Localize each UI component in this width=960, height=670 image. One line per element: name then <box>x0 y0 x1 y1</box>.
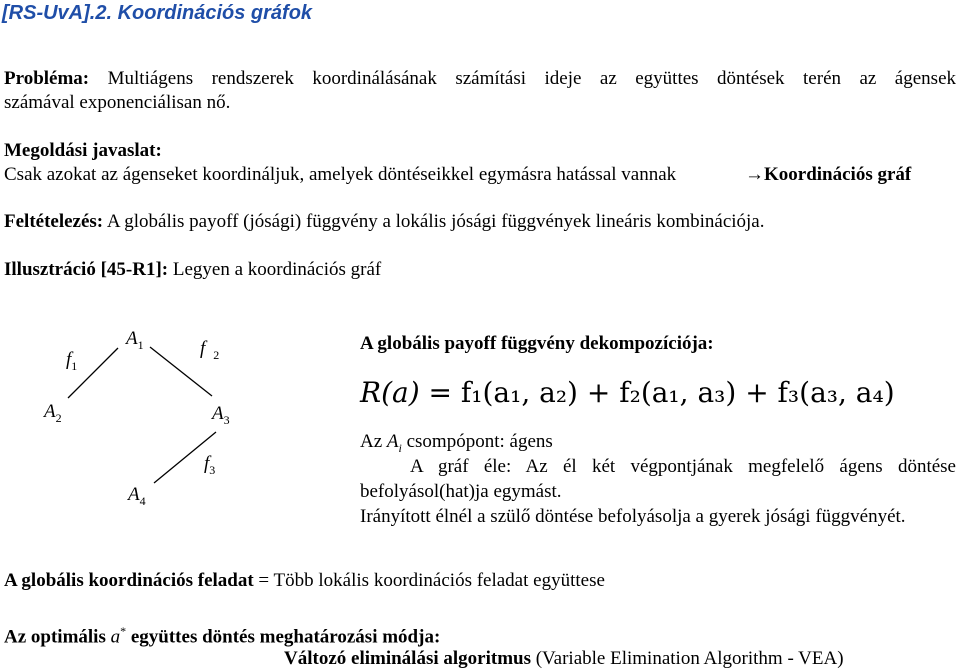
algorithm-line <box>284 648 844 670</box>
problem-text: Multiágens rendszerek koordinálásának számítási ideje az együttes döntések terén az ágensek <box>107 68 957 89</box>
formula-lhs: R(a) <box>360 376 420 409</box>
assumption-text: A globális payoff (jósági) függvény a lokális jósági függvények lineáris kombinációja. <box>106 211 765 232</box>
node-a3: $A_3$ <box>212 403 230 427</box>
node-a4: $A_4$ <box>128 484 146 508</box>
edge-label-f2: f $_2$ <box>200 338 220 362</box>
edge-label-f3: $f_3$ <box>204 453 216 477</box>
assumption-label: Feltételezés: <box>4 211 104 232</box>
algorithm-label: Változó eliminálási algoritmus <box>284 648 531 669</box>
node-a1: $A_1$ <box>126 328 144 352</box>
algorithm-text: (Variable Elimination Algorithm - VEA) <box>535 648 844 669</box>
problem-label: Probléma: <box>4 68 90 89</box>
illustration-label: Illusztráció [45-R1]: <box>4 259 169 280</box>
formula-rhs: = f₁(a₁, a₂) + f₂(a₁, a₃) + f₃(a₃, a₄) <box>428 376 895 409</box>
global-task-label: A globális koordinációs feladat <box>4 570 254 591</box>
page-title: [RS-UvA].2. Koordinációs gráfok <box>2 2 313 24</box>
node-definition: Az $A_i$ csompópont: ágens <box>360 431 553 455</box>
optimal-line <box>4 624 440 648</box>
solution-result-label: Koordinációs gráf <box>764 164 912 185</box>
optimal-var: a <box>110 626 121 648</box>
optimal-label-1: Az optimális <box>4 626 106 648</box>
optimal-star: * <box>120 624 127 638</box>
optimal-label-2: együttes döntés meghatározási módja: <box>130 626 441 648</box>
problem-line-2: számával exponenciálisan nő. <box>4 92 231 113</box>
decomposition-heading: A globális payoff függvény dekompozíciója: <box>360 333 714 354</box>
node-a2: $A_2$ <box>44 401 62 425</box>
directed-edge-definition: Irányított élnél a szülő döntése befolyásolja a gyerek jósági függvényét. <box>360 506 906 527</box>
global-task-text: = Több lokális koordinációs feladat együttese <box>258 570 605 591</box>
illustration-text: Legyen a koordinációs gráf <box>172 259 382 280</box>
arrow-icon: → <box>745 164 764 185</box>
decomposition-formula <box>360 376 895 409</box>
edge-definition-2: befolyásol(hat)ja egymást. <box>360 481 562 502</box>
edge-definition: A gráf éle: Az él két végpontjának megfelelő ágens döntése <box>410 456 956 477</box>
global-task-line <box>4 570 605 592</box>
solution-text: Csak azokat az ágenseket koordináljuk, amelyek döntéseikkel egymásra hatással vannak <box>4 164 677 185</box>
solution-label: Megoldási javaslat: <box>4 140 162 161</box>
edge-label-f1: $f_1$ <box>66 349 78 373</box>
